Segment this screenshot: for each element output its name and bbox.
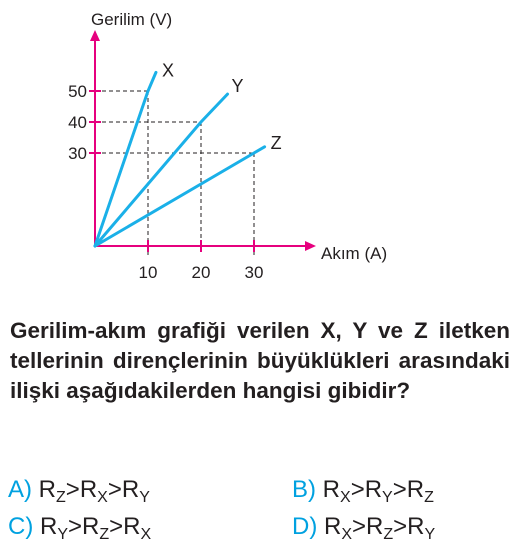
option-expression — [324, 513, 436, 543]
option-letter: A) — [8, 476, 32, 503]
resistance-symbol: R — [38, 476, 57, 503]
resistance-symbol: R — [322, 476, 341, 503]
x-tick-label: 10 — [138, 263, 158, 282]
option-b[interactable] — [292, 476, 434, 504]
relation-symbol: > — [392, 476, 407, 503]
option-letter: C) — [8, 513, 34, 540]
option-d[interactable] — [292, 513, 435, 541]
resistance-subscript: Y — [382, 489, 393, 506]
series-line-x — [95, 72, 156, 246]
resistance-symbol: R — [123, 513, 141, 540]
series-label-y: Y — [231, 76, 244, 97]
x-axis-arrow — [305, 241, 316, 251]
option-expression — [322, 476, 434, 506]
x-axis-label: Akım (A) — [321, 244, 388, 263]
resistance-subscript: X — [340, 489, 351, 506]
x-tick-label: 20 — [191, 263, 211, 282]
option-c[interactable] — [8, 513, 151, 541]
question-text: Gerilim-akım grafiği verilen X, Y ve Z iletken tellerinin dirençlerinin büyüklükleri arasındaki ilişki aşağıdakilerden hangisi gibidir? — [10, 318, 510, 403]
resistance-symbol: R — [121, 476, 140, 503]
y-axis-label: Gerilim (V) — [91, 10, 173, 29]
resistance-symbol: R — [407, 513, 425, 540]
resistance-subscript: Z — [424, 489, 434, 506]
relation-symbol: > — [393, 513, 408, 540]
relation-symbol: > — [352, 513, 367, 540]
option-letter: D) — [292, 513, 318, 540]
relation-symbol: > — [109, 513, 124, 540]
series-lines — [95, 72, 265, 246]
resistance-symbol: R — [366, 513, 384, 540]
relation-symbol: > — [350, 476, 365, 503]
relation-symbol: > — [65, 476, 80, 503]
resistance-symbol: R — [79, 476, 98, 503]
series-line-z — [95, 147, 265, 246]
resistance-subscript: Y — [139, 489, 150, 506]
series-label-z: Z — [270, 132, 282, 153]
y-axis-arrow — [90, 30, 100, 41]
resistance-subscript: Z — [56, 489, 66, 506]
resistance-symbol: R — [364, 476, 383, 503]
resistance-subscript: Z — [99, 526, 110, 543]
series-label-x: X — [161, 60, 174, 81]
resistance-subscript: X — [341, 526, 353, 543]
option-expression — [38, 476, 150, 506]
resistance-symbol: R — [406, 476, 425, 503]
option-a[interactable] — [8, 476, 150, 504]
x-tick-label: 30 — [244, 263, 264, 282]
resistance-subscript: Y — [57, 526, 69, 543]
resistance-symbol: R — [82, 513, 100, 540]
option-letter: B) — [292, 476, 316, 503]
resistance-symbol: R — [40, 513, 58, 540]
relation-symbol: > — [68, 513, 83, 540]
y-tick-label: 40 — [68, 113, 87, 132]
y-tick-label: 30 — [68, 144, 87, 163]
resistance-subscript: X — [97, 489, 108, 506]
chart-labels — [68, 10, 387, 282]
resistance-subscript: Z — [383, 526, 394, 543]
option-expression — [40, 513, 152, 543]
relation-symbol: > — [107, 476, 122, 503]
resistance-subscript: Y — [424, 526, 436, 543]
chart-axes — [89, 30, 316, 252]
resistance-symbol: R — [324, 513, 342, 540]
resistance-subscript: X — [140, 526, 152, 543]
series-line-y — [95, 94, 228, 246]
y-tick-label: 50 — [68, 82, 87, 101]
